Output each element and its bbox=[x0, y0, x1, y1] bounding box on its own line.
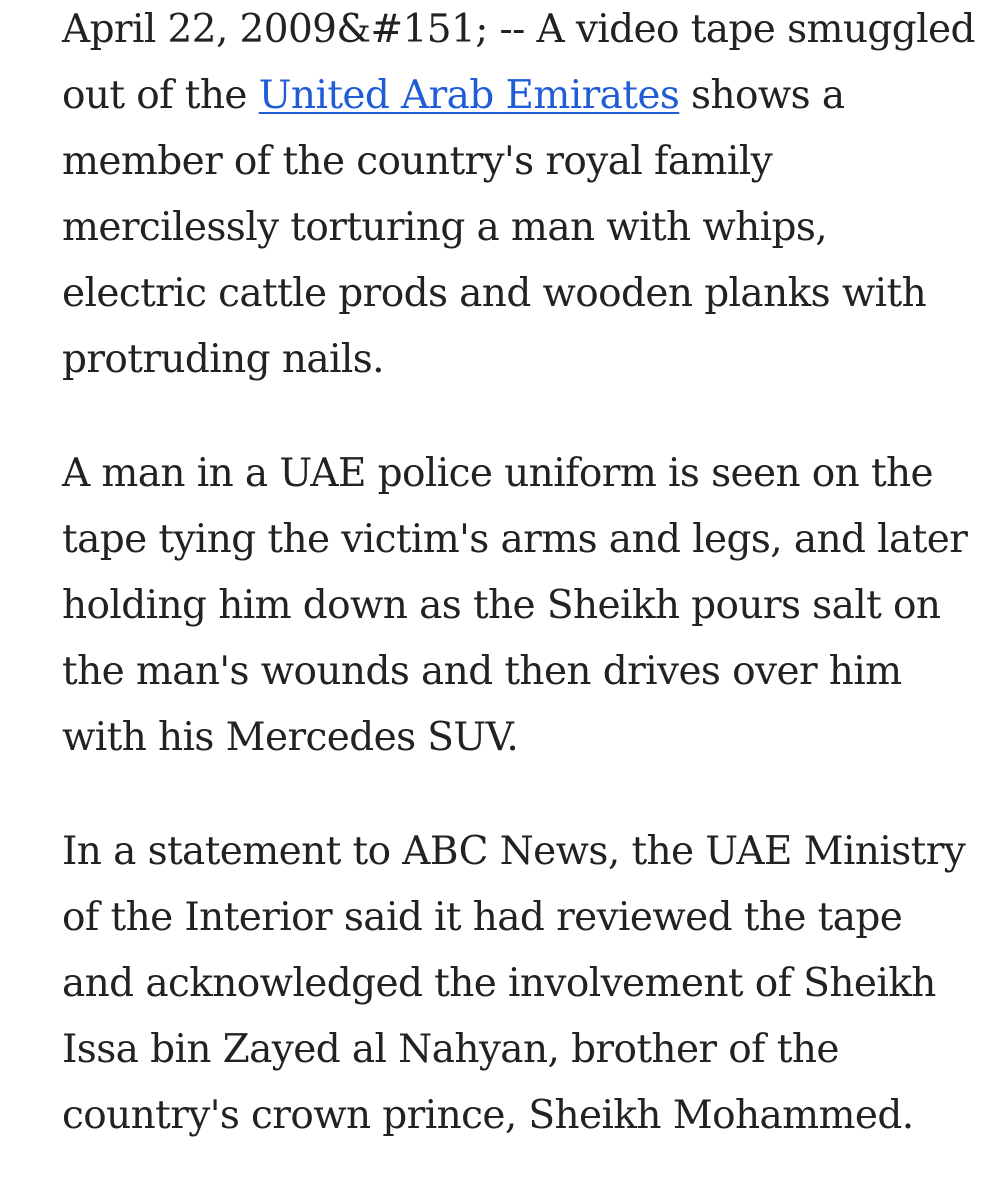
text-line: of the Interior said it had reviewed the tape bbox=[62, 895, 903, 940]
text-line: and acknowledged the involvement of Sheikh bbox=[62, 961, 936, 1006]
text-line: protruding nails. bbox=[62, 337, 384, 382]
article-paragraph-1 bbox=[62, 0, 975, 393]
article-paragraph-3 bbox=[62, 819, 966, 1149]
text-line: tape tying the victim's arms and legs, and later bbox=[62, 517, 968, 562]
text-segment: shows a bbox=[679, 73, 845, 118]
text-line: the man's wounds and then drives over him bbox=[62, 649, 902, 694]
text-line: with his Mercedes SUV. bbox=[62, 715, 519, 760]
united-arab-emirates-link[interactable]: United Arab Emirates bbox=[258, 73, 680, 118]
text-line: holding him down as the Sheikh pours salt on bbox=[62, 583, 941, 628]
text-line bbox=[62, 63, 962, 129]
text-line: Issa bin Zayed al Nahyan, brother of the bbox=[62, 1027, 839, 1072]
text-line: A man in a UAE police uniform is seen on the bbox=[62, 451, 934, 496]
text-line: member of the country's royal family bbox=[62, 139, 773, 184]
text-line: April 22, 2009&#151; -- A video tape smuggled bbox=[62, 7, 975, 52]
text-line: mercilessly torturing a man with whips, bbox=[62, 205, 828, 250]
text-line: electric cattle prods and wooden planks with bbox=[62, 271, 927, 316]
article-paragraph-2 bbox=[62, 441, 968, 771]
text-segment: out of the bbox=[62, 73, 259, 118]
text-line: In a statement to ABC News, the UAE Ministry bbox=[62, 829, 966, 874]
text-line: country's crown prince, Sheikh Mohammed. bbox=[62, 1093, 914, 1138]
article-body bbox=[62, 0, 975, 1149]
